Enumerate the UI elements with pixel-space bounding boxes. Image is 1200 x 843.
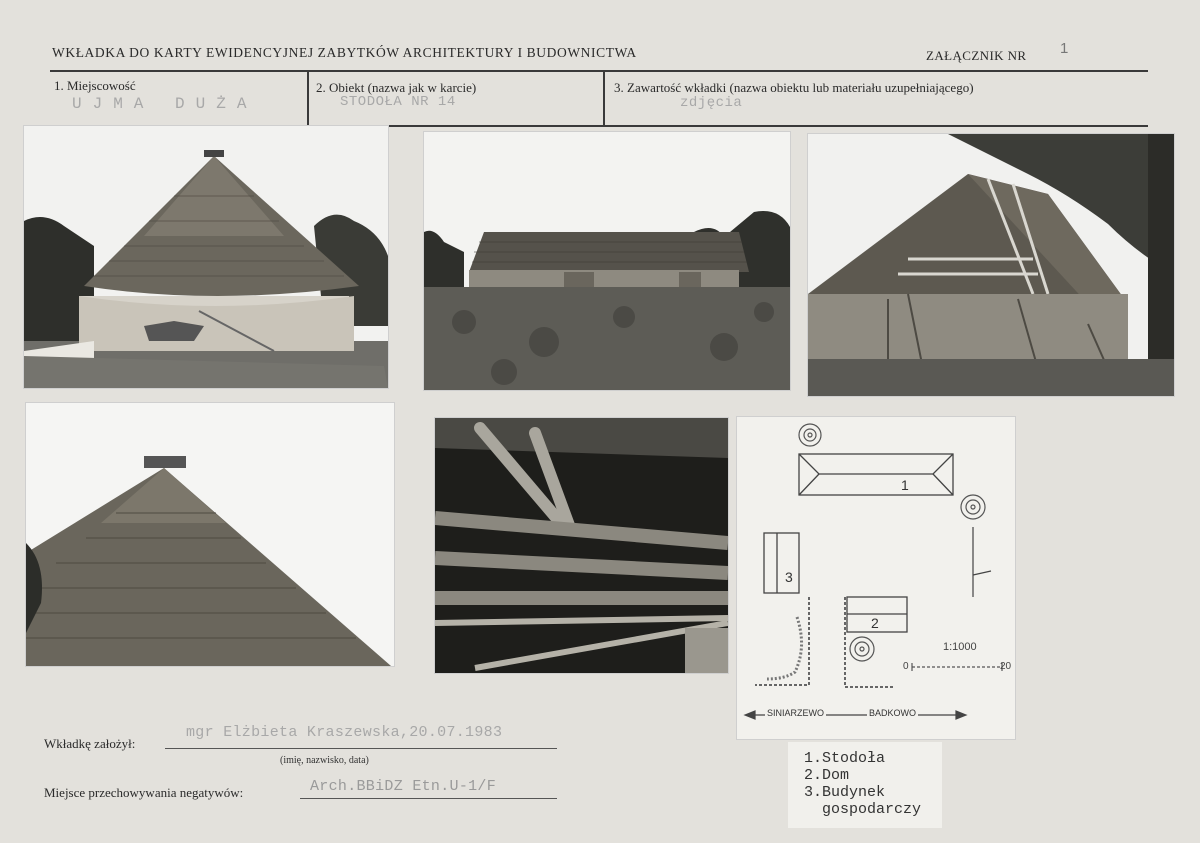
founded-label: Wkładkę założył: [44,736,136,751]
photo-roof-peak [26,403,394,666]
site-plan [737,417,1015,739]
field-divider-2 [603,70,605,126]
photo-damaged-barn [808,134,1174,396]
photo-roof-timbers [435,418,728,673]
legend-item-1: 1.Stodoła [804,750,886,767]
plan-scale: 1:1000 [943,641,977,653]
legend-item-3-cont: gospodarczy [804,801,922,818]
content-label: 3. Zawartość wkładki (nazwa obiektu lub materiału uzupełniającego) [614,80,974,95]
founded-line [165,748,557,749]
negatives-value: Arch.BBiDZ Etn.U-1/F [310,778,497,795]
annex-label: ZAŁĄCZNIK NR [926,48,1027,63]
header-rule [50,70,1148,72]
founded-value: mgr Elżbieta Kraszewska,20.07.1983 [186,724,503,741]
document-title: WKŁADKA DO KARTY EWIDENCYJNEJ ZABYTKÓW ARCHITEKTURY I BUDOWNICTWA [52,45,637,60]
legend-card [788,742,942,828]
content-value: zdjęcia [680,95,743,111]
object-value: STODOŁA NR 14 [340,94,456,110]
plan-scale-start: 0 [903,661,909,672]
legend-item-2: 2.Dom [804,767,850,784]
locality-label: 1. Miejscowość [54,78,136,93]
road-right-label: BADKOWO [869,708,917,718]
legend-item-3: 3.Budynek [804,784,886,801]
founded-caption: (imię, nazwisko, data) [280,755,369,766]
annex-number: 1 [1060,40,1069,57]
photo-round-barn [24,126,388,388]
locality-value: UJMA DUŻA [72,95,258,113]
plan-label-2: 2 [871,615,879,631]
object-label: 2. Obiekt (nazwa jak w karcie) [316,80,477,95]
field-divider-1 [307,70,309,126]
road-left-label: SINIARZEWO [767,708,825,718]
plan-label-1: 1 [901,477,909,493]
negatives-label: Miejsce przechowywania negatywów: [44,785,244,800]
photo-long-barn [424,132,790,390]
plan-label-3: 3 [785,569,793,585]
negatives-line [300,798,557,799]
plan-scale-end: 20 [1000,661,1012,672]
